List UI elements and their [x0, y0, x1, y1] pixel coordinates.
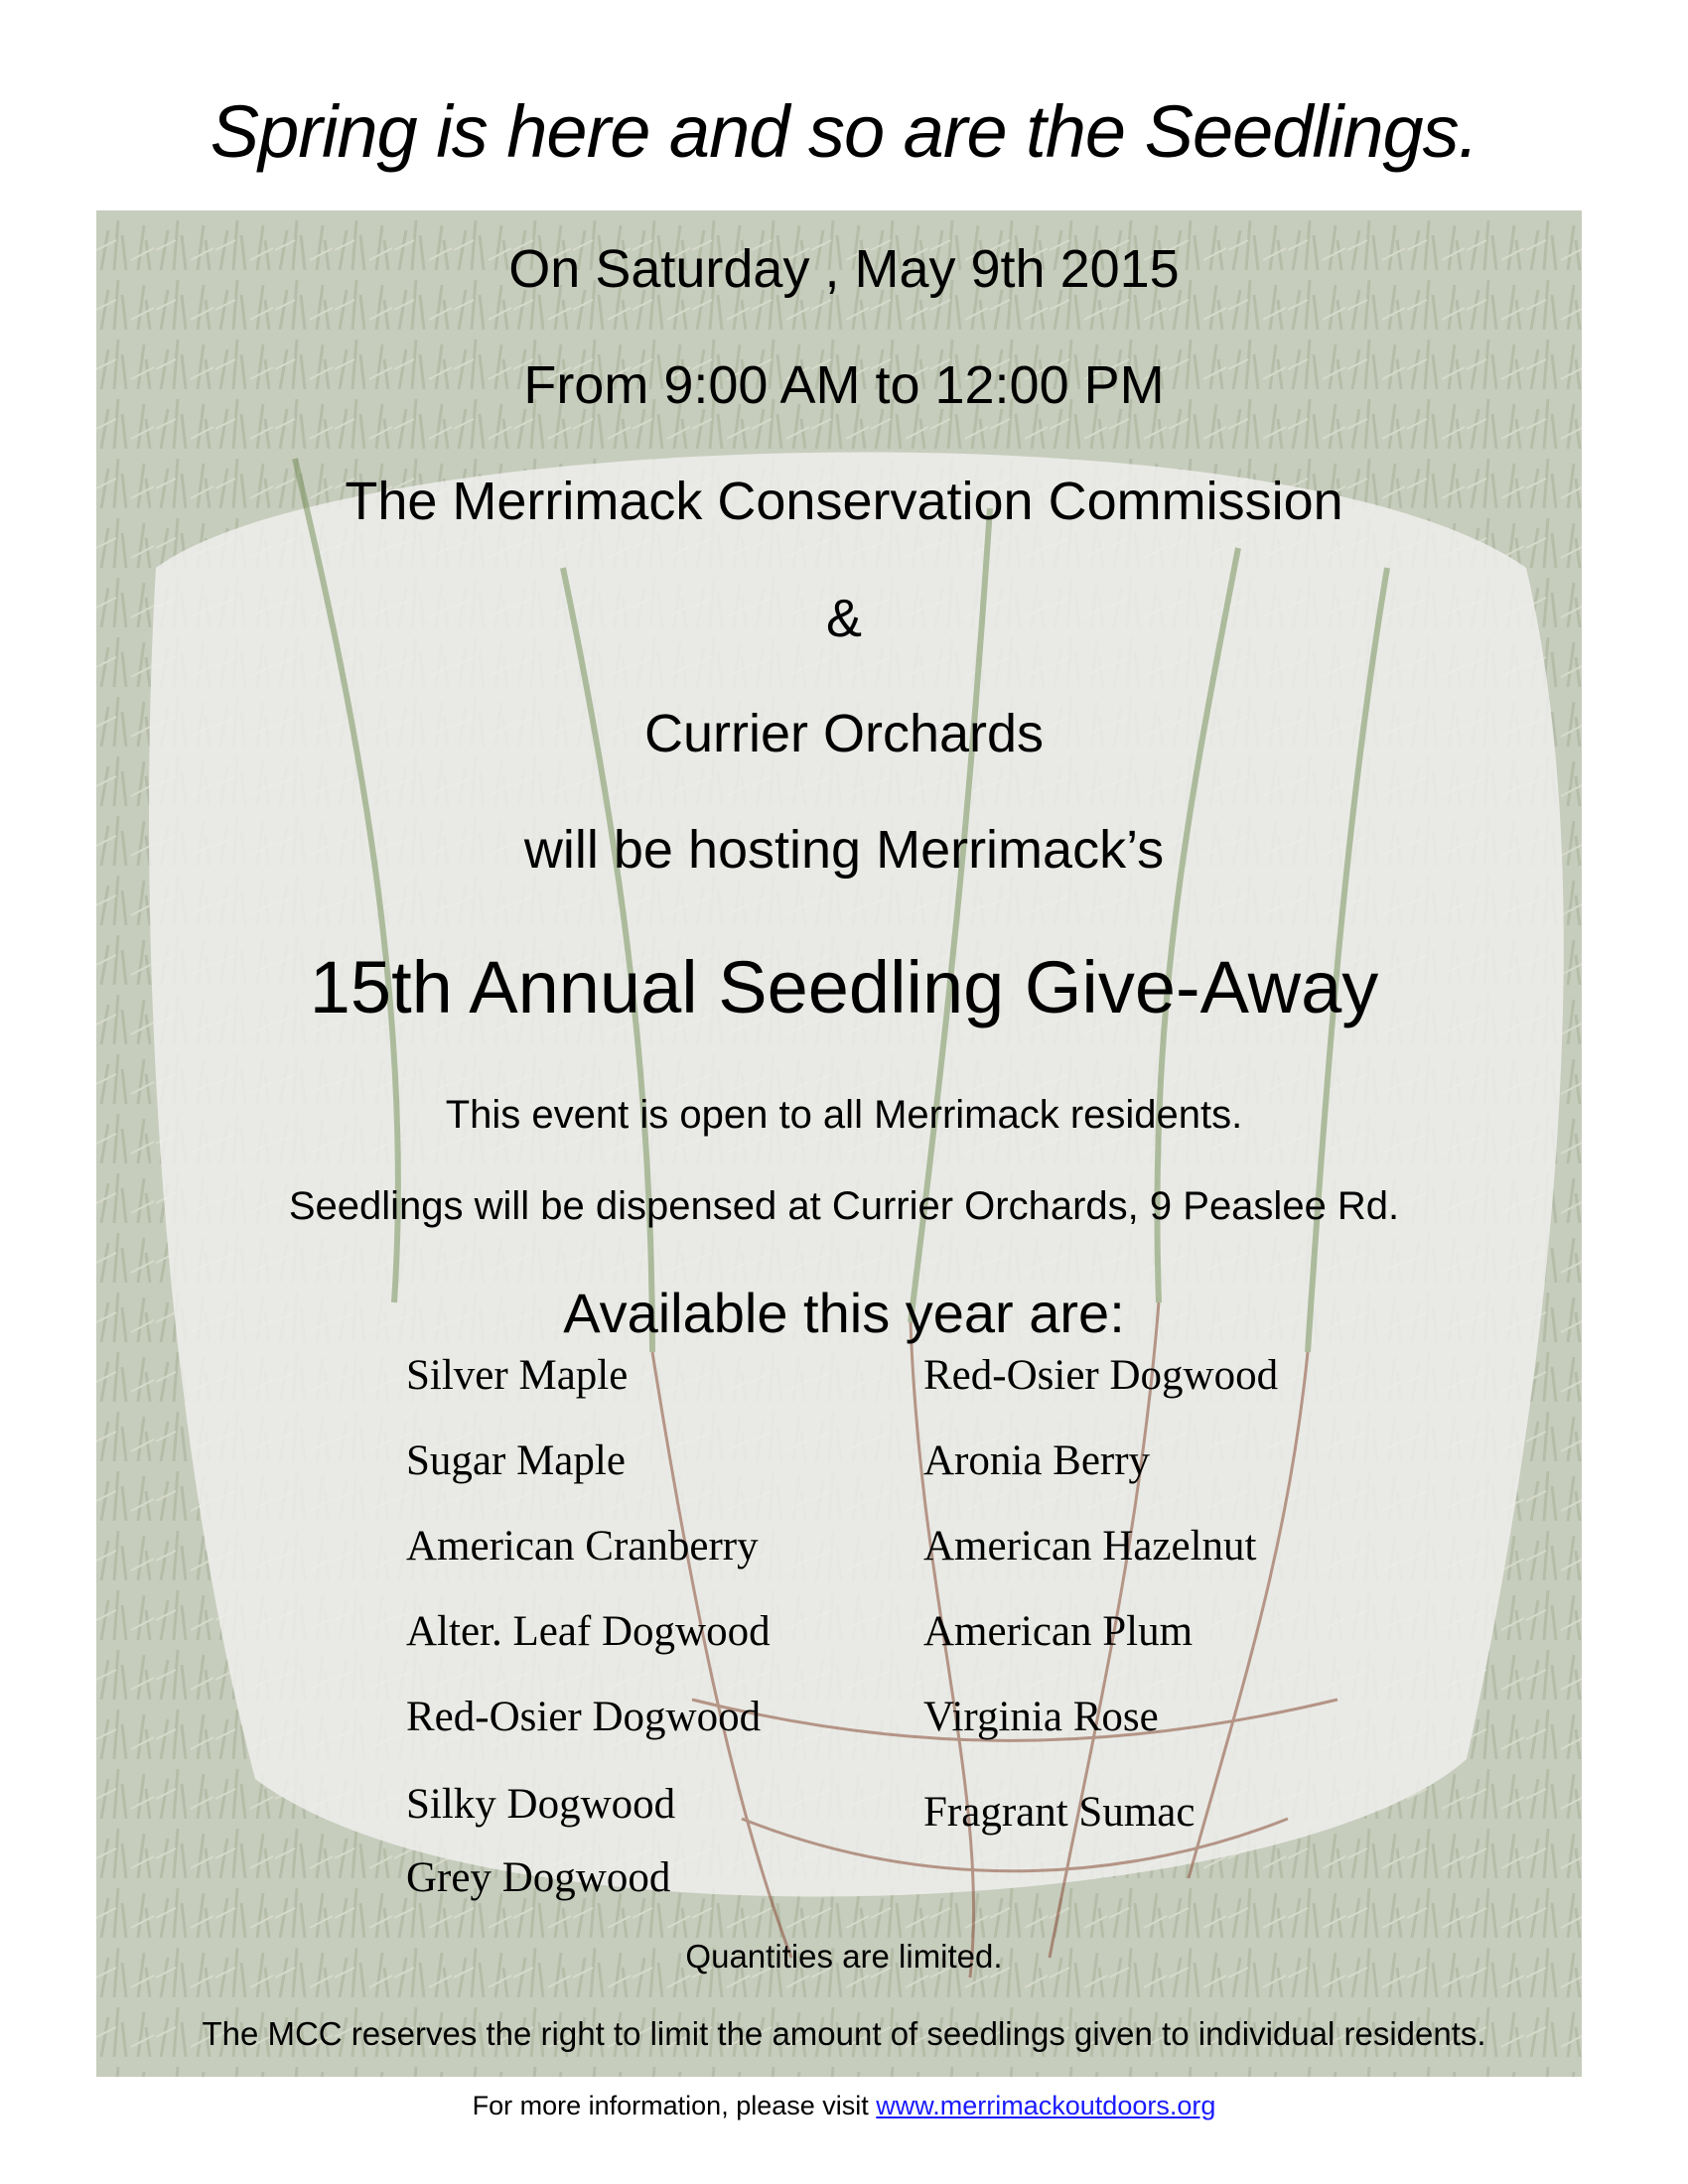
event-date: On Saturday , May 9th 2015: [508, 239, 1180, 299]
footer-prefix: For more information, please visit: [472, 2091, 877, 2120]
event-title: 15th Annual Seedling Give-Away: [309, 946, 1379, 1028]
hosting-line: will be hosting Merrimack’s: [523, 820, 1165, 880]
headline: Spring is here and so are the Seedlings.: [210, 90, 1478, 173]
list-item: Aronia Berry: [923, 1437, 1151, 1484]
event-time: From 9:00 AM to 12:00 PM: [523, 355, 1165, 415]
ampersand: &: [825, 589, 863, 648]
list-item: Virginia Rose: [923, 1694, 1159, 1740]
list-item: Fragrant Sumac: [923, 1789, 1196, 1836]
host-orchards: Currier Orchards: [643, 704, 1045, 763]
available-heading: Available this year are:: [563, 1282, 1125, 1344]
reserve-note: The MCC reserves the right to limit the amount of seedlings given to individual residents.: [202, 2015, 1486, 2052]
location-line: Seedlings will be dispensed at Currier Orchards, 9 Peaslee Rd.: [288, 1184, 1400, 1228]
open-to-residents: This event is open to all Merrimack residents.: [445, 1093, 1243, 1137]
footer: [0, 2088, 1688, 2123]
list-item: American Cranberry: [406, 1523, 759, 1570]
list-item: Silky Dogwood: [406, 1781, 676, 1828]
website-link[interactable]: www.merrimackoutdoors.org: [876, 2091, 1216, 2120]
host-commission: The Merrimack Conservation Commission: [345, 472, 1343, 531]
list-item: Alter. Leaf Dogwood: [406, 1608, 771, 1655]
list-item: American Hazelnut: [923, 1523, 1257, 1570]
list-item: Sugar Maple: [406, 1437, 626, 1484]
list-item: Silver Maple: [406, 1352, 629, 1399]
list-item: Red-Osier Dogwood: [406, 1694, 762, 1740]
quantities-note: Quantities are limited.: [685, 1938, 1003, 1975]
list-item: Red-Osier Dogwood: [923, 1352, 1279, 1399]
list-item: Grey Dogwood: [406, 1854, 671, 1901]
list-item: American Plum: [923, 1608, 1194, 1655]
